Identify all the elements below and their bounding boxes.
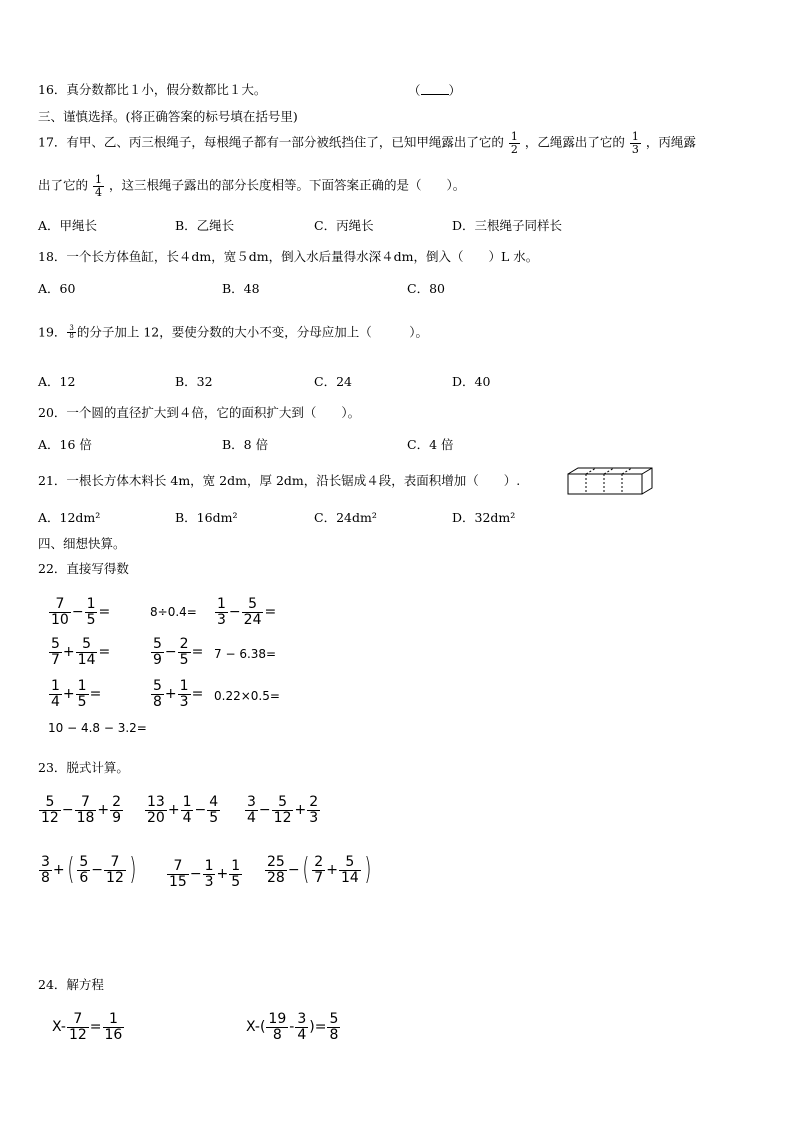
q22-item-7: $\frac{1}{4}$ + $\frac{1}{5}$ = (51, 678, 102, 710)
q20-option-b[interactable]: B．8 倍 (222, 437, 269, 452)
q20-option-c[interactable]: C．4 倍 (407, 437, 454, 452)
q22-item-8: $\frac{5}{8}$ + $\frac{1}{3}$ = (153, 678, 204, 710)
question-17-line1: 17．有甲、乙、丙三根绳子，每根绳子都有一部分被纸挡住了，已知甲绳露出了它的 $\frac{1}{2}$ ，乙绳露出了它的 $\frac{1}{3}$ ，丙绳露 (38, 130, 696, 156)
q19-option-b[interactable]: B．32 (175, 374, 213, 389)
q17-option-d[interactable]: D．三根绳子同样长 (452, 218, 563, 233)
section-4-heading: 四、细想快算。 (38, 536, 126, 551)
q17-option-c[interactable]: C．丙绳长 (314, 218, 374, 233)
fraction-three-eighths: $\frac{3}{8}$ (69, 324, 74, 341)
q21-option-d[interactable]: D．32dm² (452, 510, 516, 525)
question-17-line2: 出了它的 $\frac{1}{4}$ ，这三根绳子露出的部分长度相等。下面答案正确的是（ ）。 (38, 173, 466, 199)
q21-option-c[interactable]: C．24dm² (314, 510, 377, 525)
q22-item-4: $\frac{5}{7}$ + $\frac{5}{14}$ = (51, 636, 111, 668)
q21-option-b[interactable]: B．16dm² (175, 510, 238, 525)
q18-option-b[interactable]: B．48 (222, 281, 260, 296)
question-20: 20．一个圆的直径扩大到４倍，它的面积扩大到（ ）。 (38, 405, 361, 420)
fraction-one-quarter: $\frac{1}{4}$ (95, 173, 102, 199)
question-19: 19． $\frac{3}{8}$ 的分子加上 12，要使分数的大小不变，分母应加上（ ）。 (38, 324, 429, 341)
q22-item-5: $\frac{5}{9}$ − $\frac{2}{5}$ = (153, 636, 204, 668)
q23-expression-1: $\frac{5}{12}$ − $\frac{7}{18}$ + $\frac{2}{9}$ (41, 794, 122, 826)
q17-option-a[interactable]: A．甲绳长 (38, 218, 98, 233)
question-23-title: 23．脱式计算。 (38, 760, 129, 775)
q23-expression-6: $\frac{25}{28}$ −( $\frac{2}{7}$ + $\frac{5}{14}$ ) (267, 852, 372, 888)
question-24-title: 24．解方程 (38, 977, 104, 992)
q23-expression-4: $\frac{3}{8}$ +( $\frac{5}{6}$ − $\frac{7}{12}$ ) (41, 852, 137, 888)
q19-option-c[interactable]: C．24 (314, 374, 352, 389)
fraction-one-half: $\frac{1}{2}$ (510, 130, 518, 156)
q17-option-b[interactable]: B．乙绳长 (175, 218, 235, 233)
q23-expression-5: $\frac{7}{15}$ − $\frac{1}{3}$ + $\frac{1}{5}$ (169, 858, 241, 890)
question-16 (38, 84, 266, 97)
question-18: 18．一个长方体鱼缸，长４dm，宽５dm，倒入水后量得水深４dm，倒入（ ）L 水。 (38, 249, 539, 264)
section-3-heading: 三、谨慎选择。(将正确答案的标号填在括号里) (38, 109, 298, 124)
q19-option-a[interactable]: A．12 (38, 374, 76, 389)
q22-item-3: $\frac{1}{3}$ − $\frac{5}{24}$ = (217, 596, 277, 628)
question-22-title: 22．直接写得数 (38, 561, 129, 576)
answer-bracket-16[interactable]: （ ） (408, 83, 462, 98)
fraction-one-third: $\frac{1}{3}$ (631, 130, 639, 156)
answer-blank[interactable] (421, 84, 449, 95)
q22-item-10: 10 − 4.8 − 3.2= (48, 721, 147, 735)
q22-item-6: 7 − 6.38= (214, 647, 277, 661)
cuboid-wood-figure (566, 466, 654, 496)
q23-expression-3: $\frac{3}{4}$ − $\frac{5}{12}$ + $\frac{2}{3}$ (247, 794, 319, 826)
q24-equation-2: X-( $\frac{19}{8}$ - $\frac{3}{4}$ )= $\frac{5}{8}$ (246, 1011, 339, 1043)
q22-item-2: 8÷0.4= (150, 605, 197, 619)
question-16-text: 16．真分数都比１小，假分数都比１大。 (38, 82, 267, 97)
q24-equation-1: X- $\frac{7}{12}$ = $\frac{1}{16}$ (52, 1011, 123, 1043)
q19-option-d[interactable]: D．40 (452, 374, 491, 389)
question-21: 21．一根长方体木料长 4m，宽 2dm，厚 2dm，沿长锯成４段，表面积增加（ ）. (38, 473, 521, 488)
q22-item-9: 0.22×0.5= (214, 689, 280, 703)
q21-option-a[interactable]: A．12dm² (38, 510, 101, 525)
q20-option-a[interactable]: A．16 倍 (38, 437, 92, 452)
q18-option-a[interactable]: A．60 (38, 281, 76, 296)
q22-item-1: $\frac{7}{10}$ − $\frac{1}{5}$ = (51, 596, 111, 628)
q18-option-c[interactable]: C．80 (407, 281, 445, 296)
q23-expression-2: $\frac{13}{20}$ + $\frac{1}{4}$ − $\frac{4}{5}$ (147, 794, 219, 826)
